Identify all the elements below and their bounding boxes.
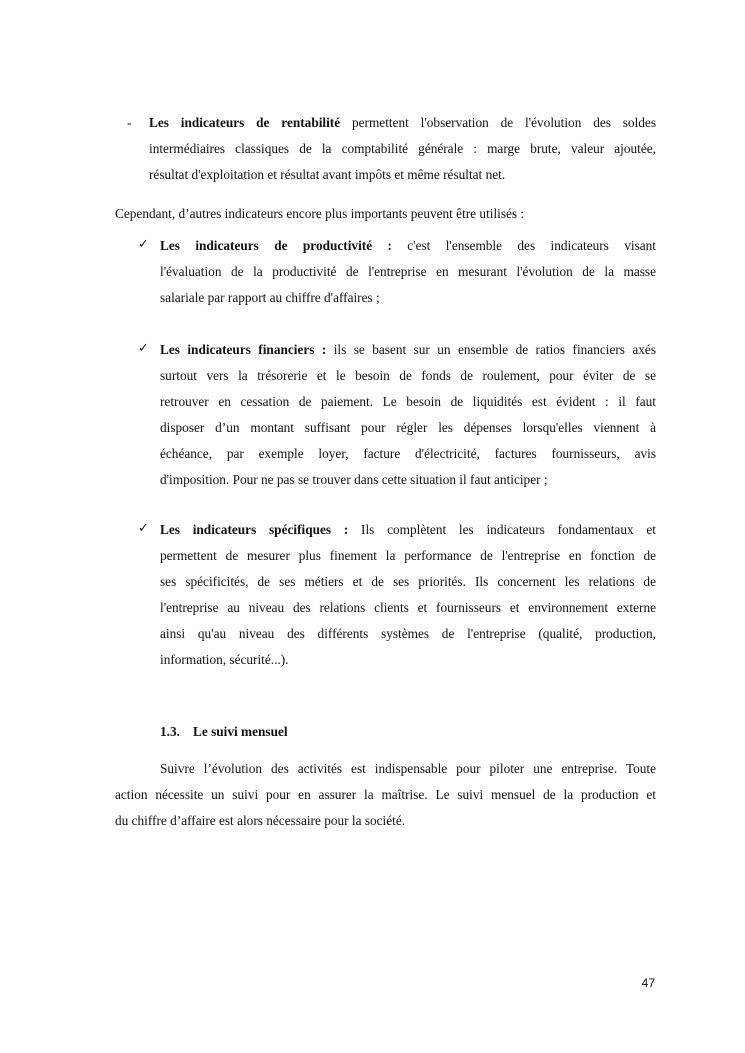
check-item-title: Les indicateurs financiers : xyxy=(160,342,327,357)
section-number: 1.3. xyxy=(160,724,180,739)
list-item-line-3: résultat d'exploitation et résultat avant impôts et même résultat net. xyxy=(149,167,506,182)
check-item-financial-line-3: retrouver en cessation de paiement. Le besoin de liquidités est évident : il faut xyxy=(160,394,656,409)
paragraph-line-3: du chiffre d’affaire est alors nécessaire pour la société. xyxy=(115,813,406,828)
check-item-financial-line-5: échéance, par exemple loyer, facture d'électricité, factures fournisseurs, avis xyxy=(160,446,656,461)
list-dash: - xyxy=(127,115,132,130)
check-item-financial-line-1 xyxy=(160,342,656,358)
check-item-text: Ils complètent les indicateurs fondamentaux et xyxy=(348,522,656,537)
section-title: Le suivi mensuel xyxy=(193,724,288,739)
check-item-financial-line-6: d'imposition. Pour ne pas se trouver dans cette situation il faut anticiper ; xyxy=(160,472,548,487)
check-item-productivity-line-1 xyxy=(160,238,656,254)
check-item-financial-line-4: disposer d’un montant suffisant pour régler les dépenses lorsqu'elles viennent à xyxy=(160,420,656,435)
checkmark-icon: ✓ xyxy=(138,341,149,356)
check-item-text: c'est l'ensemble des indicateurs visant xyxy=(391,238,656,253)
check-item-specific-line-2: permettent de mesurer plus finement la performance de l'entreprise en fonction de xyxy=(160,548,656,563)
check-item-specific-line-1 xyxy=(160,522,656,538)
check-item-productivity-line-3: salariale par rapport au chiffre d'affaires ; xyxy=(160,290,380,305)
check-item-text: ils se basent sur un ensemble de ratios financiers axés xyxy=(326,342,656,357)
check-item-title: Les indicateurs de productivité : xyxy=(160,238,392,253)
check-item-productivity-line-2: l'évaluation de la productivité de l'entreprise en mesurant l'évolution de la masse xyxy=(160,264,656,279)
checkmark-icon: ✓ xyxy=(138,521,149,536)
transition-text: Cependant, d’autres indicateurs encore plus importants peuvent être utilisés : xyxy=(115,206,525,221)
check-item-financial-line-2: surtout vers la trésorerie et le besoin de fonds de roulement, pour éviter de se xyxy=(160,368,656,383)
check-item-specific-line-6: information, sécurité...). xyxy=(160,652,289,667)
check-item-specific-line-4: l'entreprise au niveau des relations clients et fournisseurs et environnement externe xyxy=(160,600,656,615)
list-item-line-2: intermédiaires classiques de la comptabilité générale : marge brute, valeur ajoutée, xyxy=(149,141,656,156)
check-item-title: Les indicateurs spécifiques : xyxy=(160,522,349,537)
page-number: 47 xyxy=(641,976,655,990)
checkmark-icon: ✓ xyxy=(138,237,149,252)
paragraph-line-1: Suivre l’évolution des activités est indispensable pour piloter une entreprise. Toute xyxy=(160,761,656,776)
list-item-title: Les indicateurs de rentabilité xyxy=(149,115,341,130)
list-item-line-1 xyxy=(149,115,656,131)
list-item-text: permettent l'observation de l'évolution des soldes xyxy=(340,115,656,130)
paragraph-line-2: action nécessite un suivi pour en assurer la maîtrise. Le suivi mensuel de la production et xyxy=(115,787,656,802)
check-item-specific-line-5: ainsi qu'au niveau des différents systèmes de l'entreprise (qualité, production, xyxy=(160,626,656,641)
check-item-specific-line-3: ses spécificités, de ses métiers et de ses priorités. Ils concernent les relations de xyxy=(160,574,656,589)
